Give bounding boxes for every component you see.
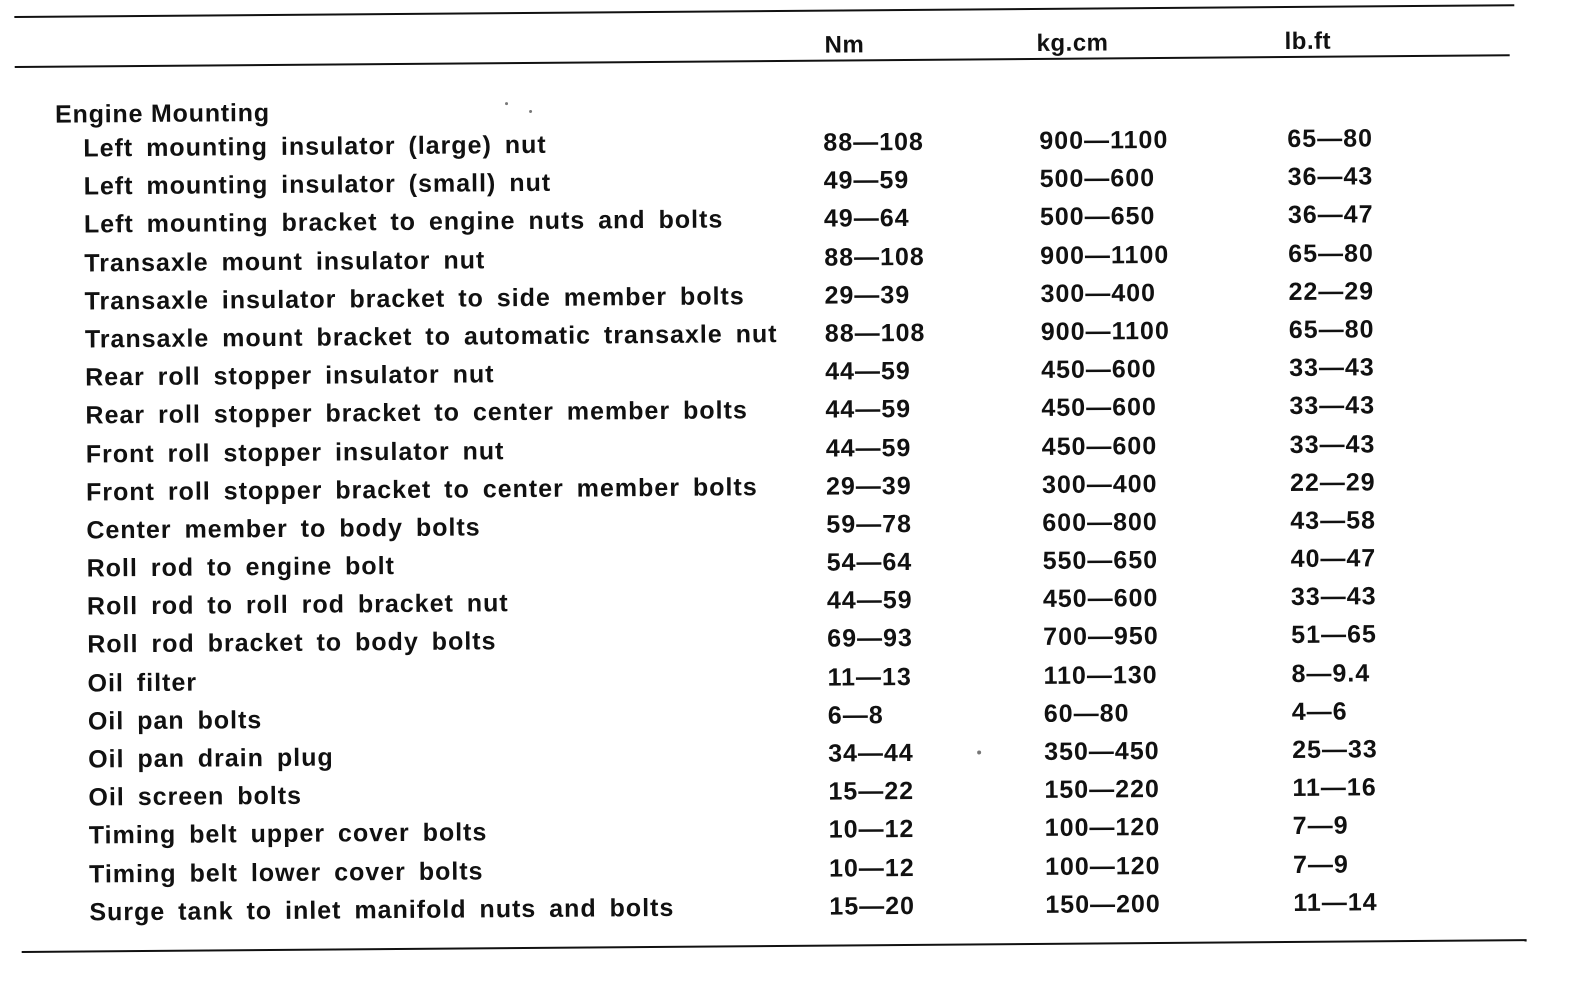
torque-kgcm: 450—600 [1041, 393, 1157, 423]
column-header-lbft: lb.ft [1284, 27, 1332, 56]
torque-kgcm: 300—400 [1040, 278, 1157, 308]
torque-nm: 49—59 [823, 166, 910, 195]
torque-lbft: 25—33 [1292, 735, 1378, 764]
torque-kgcm: 110—130 [1043, 660, 1158, 690]
torque-lbft: 22—29 [1289, 468, 1376, 497]
torque-lbft: 33—43 [1290, 582, 1377, 612]
torque-lbft: 40—47 [1290, 544, 1377, 574]
torque-kgcm: 100—120 [1044, 813, 1161, 843]
component-name: Timing belt lower cover bolts [88, 856, 484, 889]
torque-lbft: 7—9 [1292, 850, 1349, 879]
component-name: Transaxle mount bracket to automatic transaxle nut [84, 319, 778, 354]
torque-lbft: 36—47 [1287, 200, 1374, 230]
torque-lbft: 36—43 [1287, 162, 1374, 192]
column-header-nm: Nm [824, 31, 865, 59]
component-name: Surge tank to inlet manifold nuts and bolts [89, 893, 675, 927]
torque-nm: 34—44 [828, 738, 914, 768]
torque-lbft: 51—65 [1291, 620, 1377, 650]
torque-kgcm: 500—650 [1039, 202, 1156, 232]
torque-nm: 44—59 [825, 433, 912, 463]
torque-kgcm: 600—800 [1042, 507, 1158, 537]
torque-kgcm: 60—80 [1043, 699, 1130, 728]
torque-nm: 44—59 [825, 357, 911, 386]
section-title: Engine Mounting [54, 98, 270, 129]
component-name: Transaxle mount insulator nut [84, 245, 486, 278]
header-rule [15, 54, 1510, 68]
torque-lbft: 65—80 [1288, 238, 1374, 268]
component-name: Oil filter [87, 668, 198, 698]
component-name: Left mounting insulator (small) nut [83, 168, 552, 201]
torque-table-body [0, 118, 1584, 932]
torque-kgcm: 150—200 [1045, 889, 1161, 919]
torque-nm: 15—22 [828, 777, 915, 806]
component-name: Oil pan bolts [87, 705, 263, 736]
torque-nm: 88—108 [824, 318, 926, 348]
scan-speck [529, 110, 532, 113]
torque-nm: 29—39 [825, 471, 912, 501]
torque-kgcm: 150—220 [1044, 775, 1160, 805]
torque-lbft: 22—29 [1288, 277, 1375, 306]
component-name: Center member to body bolts [86, 513, 481, 545]
torque-lbft: 65—80 [1288, 315, 1375, 344]
torque-lbft: 11—14 [1293, 888, 1378, 917]
torque-lbft: 43—58 [1290, 506, 1377, 535]
torque-nm: 11—13 [827, 662, 912, 692]
torque-nm: 10—12 [828, 815, 915, 845]
component-name: Rear roll stopper insulator nut [85, 360, 495, 392]
torque-kgcm: 900—1100 [1040, 316, 1170, 346]
torque-kgcm: 300—400 [1041, 469, 1158, 499]
torque-kgcm: 900—1100 [1040, 240, 1170, 270]
component-name: Front roll stopper bracket to center member bolts [85, 472, 758, 507]
torque-lbft: 33—43 [1289, 391, 1376, 421]
component-name: Front roll stopper insulator nut [85, 436, 505, 468]
torque-kgcm: 450—600 [1042, 584, 1159, 614]
component-name: Left mounting insulator (large) nut [83, 130, 547, 163]
component-name: Roll rod bracket to body bolts [87, 627, 497, 659]
torque-kgcm: 450—600 [1041, 431, 1158, 461]
component-name: Oil pan drain plug [88, 743, 334, 774]
scan-speck [505, 102, 508, 105]
torque-nm: 88—108 [823, 127, 924, 157]
torque-kgcm: 350—450 [1044, 737, 1160, 766]
torque-nm: 44—59 [826, 586, 913, 615]
torque-kgcm: 100—120 [1044, 851, 1161, 881]
torque-nm: 15—20 [829, 891, 916, 921]
torque-lbft: 7—9 [1292, 811, 1349, 841]
torque-nm: 59—78 [826, 509, 913, 539]
table-top-rule [14, 4, 1514, 18]
component-name: Transaxle insulator bracket to side member bolts [84, 282, 745, 316]
torque-kgcm: 450—600 [1041, 355, 1157, 385]
component-name: Oil screen bolts [88, 781, 303, 812]
torque-kgcm: 550—650 [1042, 546, 1159, 576]
torque-nm: 69—93 [827, 624, 913, 654]
component-name: Roll rod to roll rod bracket nut [86, 589, 509, 621]
torque-lbft: 33—43 [1289, 353, 1375, 383]
component-name: Rear roll stopper bracket to center member bolts [85, 396, 748, 430]
torque-lbft: 8—9.4 [1291, 658, 1371, 688]
torque-nm: 54—64 [826, 548, 913, 577]
component-name: Timing belt upper cover bolts [88, 818, 488, 850]
torque-lbft: 65—80 [1287, 124, 1374, 154]
torque-kgcm: 700—950 [1043, 622, 1159, 652]
torque-nm: 88—108 [824, 242, 925, 272]
component-name: Roll rod to engine bolt [86, 552, 396, 583]
table-bottom-rule [22, 939, 1527, 953]
torque-nm: 29—39 [824, 280, 911, 310]
torque-nm: 10—12 [828, 853, 915, 883]
column-header-kgcm: kg.cm [1036, 29, 1109, 57]
torque-kgcm: 500—600 [1039, 164, 1156, 194]
torque-kgcm: 900—1100 [1039, 125, 1169, 155]
torque-nm: 6—8 [827, 701, 884, 730]
scan-speck [977, 750, 981, 754]
torque-nm: 49—64 [823, 204, 910, 234]
torque-lbft: 33—43 [1289, 429, 1376, 459]
torque-nm: 44—59 [825, 395, 912, 424]
torque-lbft: 11—16 [1292, 773, 1377, 803]
torque-lbft: 4—6 [1291, 697, 1348, 726]
component-name: Left mounting bracket to engine nuts and bolts [83, 205, 724, 239]
